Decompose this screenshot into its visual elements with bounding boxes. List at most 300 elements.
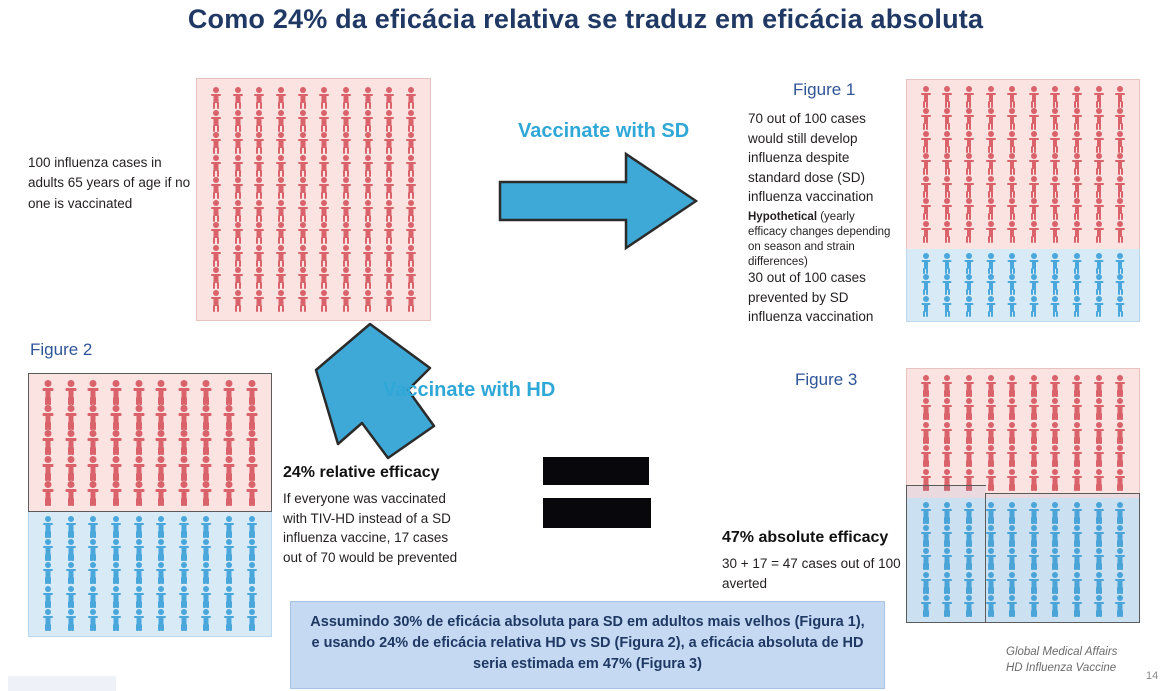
figure3-label: Figure 3 — [795, 370, 858, 389]
figure1-red-grid — [906, 79, 1140, 249]
person-icon — [357, 222, 379, 245]
person-icon — [1001, 469, 1023, 492]
person-icon — [270, 222, 292, 245]
person-icon — [1088, 86, 1110, 108]
person-icon — [205, 245, 227, 268]
person-icon — [980, 176, 1002, 198]
person-icon — [313, 110, 335, 133]
person-icon — [82, 586, 105, 609]
person-icon — [1023, 253, 1045, 274]
person-icon — [270, 132, 292, 155]
person-icon — [1045, 274, 1067, 295]
person-icon — [915, 131, 937, 153]
person-icon — [958, 422, 980, 445]
person-icon — [1066, 398, 1088, 421]
vaccinate-with-sd-label: Vaccinate with SD — [518, 120, 690, 142]
person-icon — [335, 290, 357, 313]
person-icon — [1045, 176, 1067, 198]
person-icon — [313, 222, 335, 245]
footer-line-2: HD Influenza Vaccine — [1006, 661, 1117, 674]
person-icon — [379, 87, 401, 110]
person-icon — [379, 267, 401, 290]
person-icon — [195, 539, 218, 562]
person-icon — [60, 516, 83, 539]
person-icon — [205, 87, 227, 110]
person-icon — [980, 86, 1002, 108]
person-icon — [248, 110, 270, 133]
person-icon — [205, 222, 227, 245]
person-icon — [227, 200, 249, 223]
footer-line-1: Global Medical Affairs — [1006, 646, 1118, 658]
person-icon — [1001, 108, 1023, 130]
person-icon — [248, 222, 270, 245]
person-icon — [195, 586, 218, 609]
person-icon — [1023, 296, 1045, 317]
person-icon — [82, 609, 105, 632]
person-icon — [980, 131, 1002, 153]
arrow-to-sd — [498, 150, 698, 252]
person-icon — [1088, 274, 1110, 295]
person-icon — [248, 200, 270, 223]
person-icon — [357, 110, 379, 133]
person-icon — [958, 131, 980, 153]
redaction-bar-top — [543, 457, 649, 485]
person-icon — [292, 177, 314, 200]
person-icon — [127, 516, 150, 539]
person-icon — [379, 177, 401, 200]
person-icon — [357, 200, 379, 223]
person-icon — [292, 222, 314, 245]
person-icon — [105, 562, 128, 585]
person-icon — [292, 290, 314, 313]
person-icon — [195, 562, 218, 585]
person-icon — [915, 375, 937, 398]
person-icon — [1088, 398, 1110, 421]
person-icon — [292, 200, 314, 223]
person-icon — [313, 132, 335, 155]
person-icon — [1045, 198, 1067, 220]
person-icon — [937, 422, 959, 445]
person-icon — [1109, 198, 1131, 220]
person-icon — [1001, 221, 1023, 243]
person-icon — [1109, 469, 1131, 492]
figure3-highlight-outline-right — [985, 493, 1140, 623]
person-icon — [313, 245, 335, 268]
person-icon — [915, 153, 937, 175]
person-icon — [270, 290, 292, 313]
person-icon — [400, 132, 422, 155]
person-icon — [1001, 296, 1023, 317]
person-icon — [937, 296, 959, 317]
figure3-body: 30 + 17 = 47 cases out of 100 averted — [722, 556, 901, 591]
person-icon — [218, 586, 241, 609]
person-icon — [292, 155, 314, 178]
person-icon — [915, 398, 937, 421]
person-icon — [335, 245, 357, 268]
person-icon — [292, 110, 314, 133]
person-icon — [105, 539, 128, 562]
person-icon — [1001, 398, 1023, 421]
person-icon — [1088, 469, 1110, 492]
baseline-people-grid — [196, 78, 431, 321]
person-icon — [335, 200, 357, 223]
person-icon — [1023, 398, 1045, 421]
summary-callout-text: Assumindo 30% de eficácia absoluta para SD em adultos mais velhos (Figura 1), e usando 24% de eficácia relativa HD vs SD (Figura 2), a eficácia absoluta de HD seria estimada em 47% (Figura 3) — [310, 614, 865, 673]
person-icon — [195, 609, 218, 632]
person-icon — [82, 516, 105, 539]
figure3-heading: 47% absolute efficacy — [722, 529, 889, 546]
person-icon — [1109, 274, 1131, 295]
figure2-blue-grid — [28, 512, 272, 637]
person-icon — [915, 253, 937, 274]
person-icon — [240, 562, 263, 585]
person-icon — [958, 108, 980, 130]
person-icon — [1109, 398, 1131, 421]
person-icon — [37, 516, 60, 539]
person-icon — [335, 222, 357, 245]
person-icon — [1023, 153, 1045, 175]
person-icon — [937, 131, 959, 153]
person-icon — [1001, 86, 1023, 108]
person-icon — [227, 132, 249, 155]
person-icon — [937, 398, 959, 421]
person-icon — [400, 87, 422, 110]
person-icon — [173, 516, 196, 539]
person-icon — [127, 539, 150, 562]
person-icon — [980, 253, 1002, 274]
person-icon — [270, 87, 292, 110]
person-icon — [1066, 469, 1088, 492]
person-icon — [357, 177, 379, 200]
person-icon — [400, 177, 422, 200]
person-icon — [1109, 296, 1131, 317]
person-icon — [292, 245, 314, 268]
person-icon — [127, 562, 150, 585]
person-icon — [227, 245, 249, 268]
person-icon — [1045, 86, 1067, 108]
figure2-body: If everyone was vaccinated with TIV-HD instead of a SD influenza vaccine, 17 cases out of 70 would be prevented — [283, 491, 458, 565]
person-icon — [980, 422, 1002, 445]
person-icon — [240, 586, 263, 609]
person-icon — [1088, 221, 1110, 243]
person-icon — [1045, 131, 1067, 153]
person-icon — [1109, 108, 1131, 130]
person-icon — [1066, 131, 1088, 153]
person-icon — [980, 375, 1002, 398]
person-icon — [1066, 153, 1088, 175]
person-icon — [915, 198, 937, 220]
person-icon — [150, 562, 173, 585]
person-icon — [105, 516, 128, 539]
person-icon — [1045, 153, 1067, 175]
person-icon — [60, 562, 83, 585]
person-icon — [292, 267, 314, 290]
person-icon — [240, 609, 263, 632]
person-icon — [915, 274, 937, 295]
hypothetical-bold: Hypothetical — [748, 211, 818, 223]
person-icon — [400, 245, 422, 268]
figure1-blue-grid — [906, 249, 1140, 322]
person-icon — [937, 108, 959, 130]
person-icon — [980, 274, 1002, 295]
person-icon — [1045, 253, 1067, 274]
person-icon — [150, 586, 173, 609]
person-icon — [270, 267, 292, 290]
person-icon — [127, 586, 150, 609]
person-icon — [980, 398, 1002, 421]
person-icon — [313, 87, 335, 110]
person-icon — [1045, 422, 1067, 445]
person-icon — [227, 177, 249, 200]
person-icon — [313, 267, 335, 290]
person-icon — [958, 253, 980, 274]
person-icon — [240, 539, 263, 562]
person-icon — [958, 198, 980, 220]
person-icon — [1023, 221, 1045, 243]
person-icon — [1088, 153, 1110, 175]
person-icon — [937, 445, 959, 468]
person-icon — [915, 422, 937, 445]
person-icon — [270, 245, 292, 268]
person-icon — [1023, 86, 1045, 108]
person-icon — [958, 375, 980, 398]
person-icon — [379, 290, 401, 313]
person-icon — [1066, 108, 1088, 130]
person-icon — [1023, 274, 1045, 295]
person-icon — [270, 200, 292, 223]
person-icon — [1023, 176, 1045, 198]
person-icon — [1109, 422, 1131, 445]
person-icon — [937, 86, 959, 108]
person-icon — [379, 110, 401, 133]
person-icon — [173, 609, 196, 632]
person-icon — [1045, 221, 1067, 243]
person-icon — [958, 398, 980, 421]
person-icon — [105, 586, 128, 609]
person-icon — [958, 296, 980, 317]
person-icon — [1109, 253, 1131, 274]
person-icon — [313, 155, 335, 178]
person-icon — [313, 177, 335, 200]
person-icon — [1088, 198, 1110, 220]
person-icon — [1001, 274, 1023, 295]
person-icon — [937, 198, 959, 220]
person-icon — [1088, 296, 1110, 317]
person-icon — [82, 539, 105, 562]
person-icon — [1045, 375, 1067, 398]
person-icon — [1001, 445, 1023, 468]
person-icon — [379, 245, 401, 268]
slide-number: 14 — [1146, 670, 1159, 682]
person-icon — [37, 562, 60, 585]
person-icon — [335, 155, 357, 178]
person-icon — [958, 86, 980, 108]
person-icon — [1001, 422, 1023, 445]
person-icon — [1088, 108, 1110, 130]
person-icon — [1001, 198, 1023, 220]
person-icon — [1066, 445, 1088, 468]
person-icon — [173, 562, 196, 585]
person-icon — [218, 562, 241, 585]
person-icon — [915, 176, 937, 198]
person-icon — [227, 290, 249, 313]
person-icon — [270, 177, 292, 200]
person-icon — [1066, 86, 1088, 108]
hypothetical-rest: (yearly efficacy changes depending on season and strain differences) — [748, 211, 891, 268]
person-icon — [1045, 108, 1067, 130]
person-icon — [379, 222, 401, 245]
person-icon — [1066, 176, 1088, 198]
person-icon — [1066, 375, 1088, 398]
person-icon — [1023, 108, 1045, 130]
person-icon — [915, 86, 937, 108]
person-icon — [82, 562, 105, 585]
person-icon — [1066, 198, 1088, 220]
person-icon — [227, 110, 249, 133]
person-icon — [400, 222, 422, 245]
person-icon — [1088, 176, 1110, 198]
person-icon — [915, 445, 937, 468]
person-icon — [218, 539, 241, 562]
person-icon — [1066, 221, 1088, 243]
person-icon — [218, 609, 241, 632]
person-icon — [173, 586, 196, 609]
figure2-label: Figure 2 — [30, 340, 93, 359]
person-icon — [1088, 445, 1110, 468]
person-icon — [150, 516, 173, 539]
person-icon — [227, 267, 249, 290]
redaction-bar-bottom — [543, 498, 651, 528]
person-icon — [937, 375, 959, 398]
person-icon — [980, 221, 1002, 243]
person-icon — [915, 296, 937, 317]
person-icon — [335, 132, 357, 155]
person-icon — [105, 609, 128, 632]
person-icon — [1109, 221, 1131, 243]
person-icon — [1088, 422, 1110, 445]
person-icon — [173, 539, 196, 562]
figure2-highlight-outline — [28, 373, 272, 512]
person-icon — [60, 586, 83, 609]
person-icon — [958, 221, 980, 243]
figure3-highlight-outline-left — [906, 485, 986, 623]
person-icon — [958, 445, 980, 468]
figure1-top-text: 70 out of 100 cases would still develop influenza despite standard dose (SD) influenza vaccination — [748, 111, 874, 205]
person-icon — [958, 274, 980, 295]
person-icon — [1109, 153, 1131, 175]
person-icon — [37, 609, 60, 632]
person-icon — [915, 221, 937, 243]
person-icon — [379, 200, 401, 223]
person-icon — [240, 516, 263, 539]
person-icon — [37, 586, 60, 609]
page-title: Como 24% da eficácia relativa se traduz em eficácia absoluta — [187, 4, 984, 34]
person-icon — [60, 609, 83, 632]
person-icon — [1109, 375, 1131, 398]
person-icon — [218, 516, 241, 539]
person-icon — [1109, 131, 1131, 153]
person-icon — [205, 132, 227, 155]
person-icon — [150, 539, 173, 562]
person-icon — [357, 290, 379, 313]
person-icon — [1001, 131, 1023, 153]
person-icon — [227, 155, 249, 178]
figure1-hypothetical-note — [748, 210, 896, 270]
person-icon — [958, 153, 980, 175]
person-icon — [980, 296, 1002, 317]
person-icon — [1023, 131, 1045, 153]
person-icon — [915, 108, 937, 130]
person-icon — [937, 176, 959, 198]
person-icon — [400, 110, 422, 133]
person-icon — [958, 176, 980, 198]
person-icon — [1023, 469, 1045, 492]
person-icon — [1045, 469, 1067, 492]
person-icon — [980, 445, 1002, 468]
person-icon — [379, 132, 401, 155]
figure2-heading: 24% relative efficacy — [283, 464, 440, 481]
person-icon — [1066, 422, 1088, 445]
person-icon — [248, 155, 270, 178]
person-icon — [1001, 176, 1023, 198]
person-icon — [248, 177, 270, 200]
person-icon — [937, 274, 959, 295]
person-icon — [1001, 253, 1023, 274]
person-icon — [292, 132, 314, 155]
person-icon — [357, 155, 379, 178]
person-icon — [227, 222, 249, 245]
person-icon — [1109, 176, 1131, 198]
person-icon — [357, 267, 379, 290]
person-icon — [1066, 296, 1088, 317]
person-icon — [270, 155, 292, 178]
person-icon — [400, 200, 422, 223]
person-icon — [1088, 253, 1110, 274]
person-icon — [150, 609, 173, 632]
person-icon — [248, 290, 270, 313]
person-icon — [400, 155, 422, 178]
person-icon — [980, 198, 1002, 220]
person-icon — [335, 267, 357, 290]
person-icon — [248, 245, 270, 268]
person-icon — [1088, 375, 1110, 398]
person-icon — [400, 290, 422, 313]
person-icon — [37, 539, 60, 562]
person-icon — [400, 267, 422, 290]
person-icon — [205, 267, 227, 290]
person-icon — [1088, 131, 1110, 153]
person-icon — [357, 245, 379, 268]
person-icon — [60, 539, 83, 562]
person-icon — [357, 132, 379, 155]
person-icon — [1001, 153, 1023, 175]
person-icon — [357, 87, 379, 110]
person-icon — [270, 110, 292, 133]
person-icon — [379, 155, 401, 178]
figure1-label: Figure 1 — [793, 80, 856, 99]
person-icon — [205, 110, 227, 133]
person-icon — [1045, 445, 1067, 468]
person-icon — [335, 110, 357, 133]
person-icon — [335, 87, 357, 110]
summary-callout — [290, 601, 885, 689]
person-icon — [205, 200, 227, 223]
figure3-red-grid — [906, 368, 1140, 498]
person-icon — [1045, 296, 1067, 317]
person-icon — [248, 267, 270, 290]
person-icon — [313, 290, 335, 313]
person-icon — [1109, 86, 1131, 108]
